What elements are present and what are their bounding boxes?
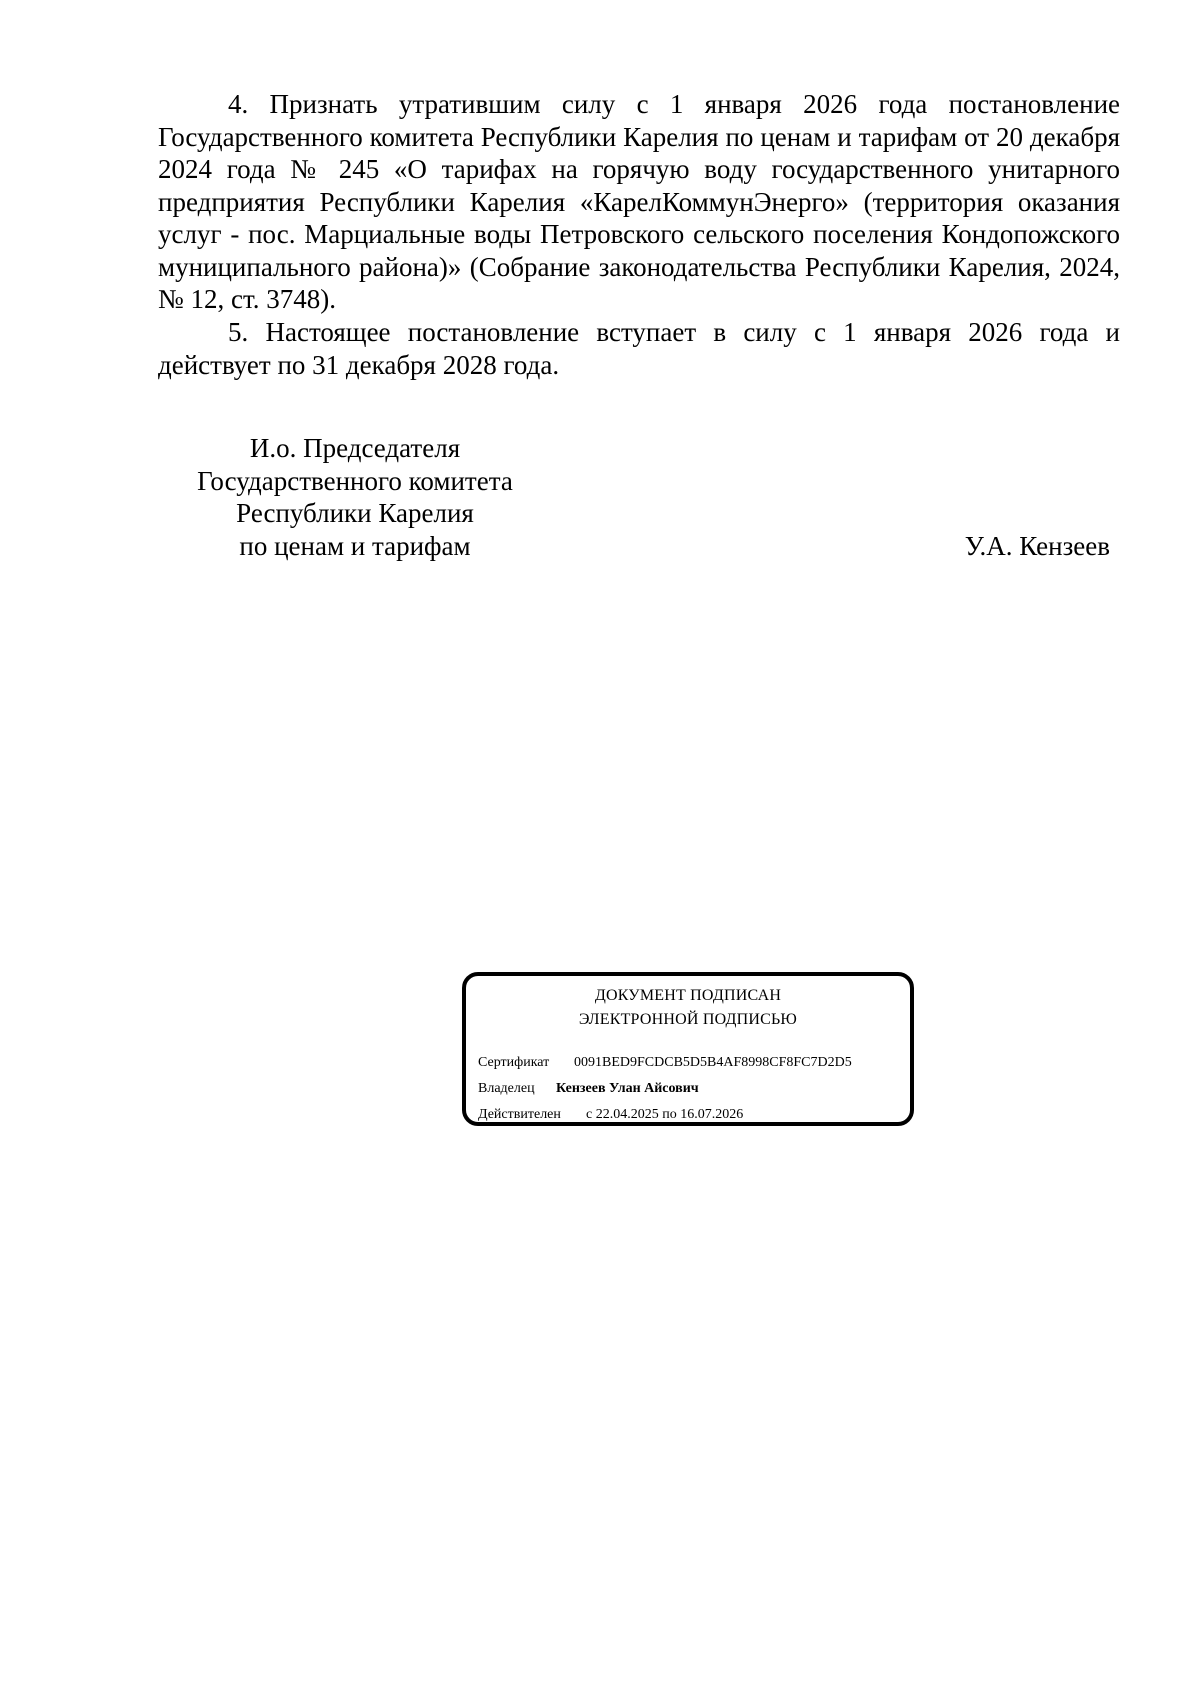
stamp-title bbox=[466, 984, 910, 1032]
paragraph-5: 5. Настоящее постановление вступает в силу с 1 января 2026 года и действует по 31 декабря 2028 года. bbox=[158, 317, 1120, 380]
stamp-title-line-1: ДОКУМЕНТ ПОДПИСАН bbox=[594, 987, 782, 1004]
stamp-owner-row bbox=[478, 1080, 699, 1098]
stamp-owner-label: Владелец bbox=[478, 1081, 535, 1096]
signer-name: У.А. Кензеев bbox=[964, 531, 1110, 561]
stamp-certificate-value: 0091BED9FCDCB5D5B4AF8998CF8FC7D2D5 bbox=[574, 1055, 852, 1070]
electronic-signature-stamp bbox=[462, 972, 914, 1126]
signer-position-line-2: Государственного комитета bbox=[197, 465, 513, 496]
stamp-certificate-row bbox=[478, 1054, 852, 1072]
signer-position-line-3: Республики Карелия bbox=[236, 498, 474, 528]
stamp-validity-row bbox=[478, 1106, 743, 1124]
stamp-certificate-label: Сертификат bbox=[478, 1055, 550, 1070]
signer-position bbox=[180, 432, 530, 562]
stamp-validity-value: с 22.04.2025 по 16.07.2026 bbox=[586, 1107, 744, 1122]
paragraph-4: 4. Признать утратившим силу с 1 января 2026 года постановление Государственного комитета Республики Карелия по ценам и тарифам от 20 декабря 2024 года № 245 «О тарифах на горячую воду государственного унитарного предприятия Республики Карелия «КарелКоммунЭнерго» (территория оказания услуг - пос. Марциальные воды Петровского сельского поселения Кондопожского муниципального района)» (Собрание законодательства Республики Карелия, 2024, № 12, ст. 3748). bbox=[158, 89, 1120, 314]
signer-position-line-1: И.о. Председателя bbox=[249, 433, 461, 463]
stamp-title-line-2: ЭЛЕКТРОННОЙ ПОДПИСЬЮ bbox=[578, 1011, 798, 1028]
signer-position-line-4: по ценам и тарифам bbox=[239, 530, 471, 561]
stamp-owner-value: Кензеев Улан Айсович bbox=[556, 1081, 699, 1096]
stamp-validity-label: Действителен bbox=[478, 1107, 561, 1122]
